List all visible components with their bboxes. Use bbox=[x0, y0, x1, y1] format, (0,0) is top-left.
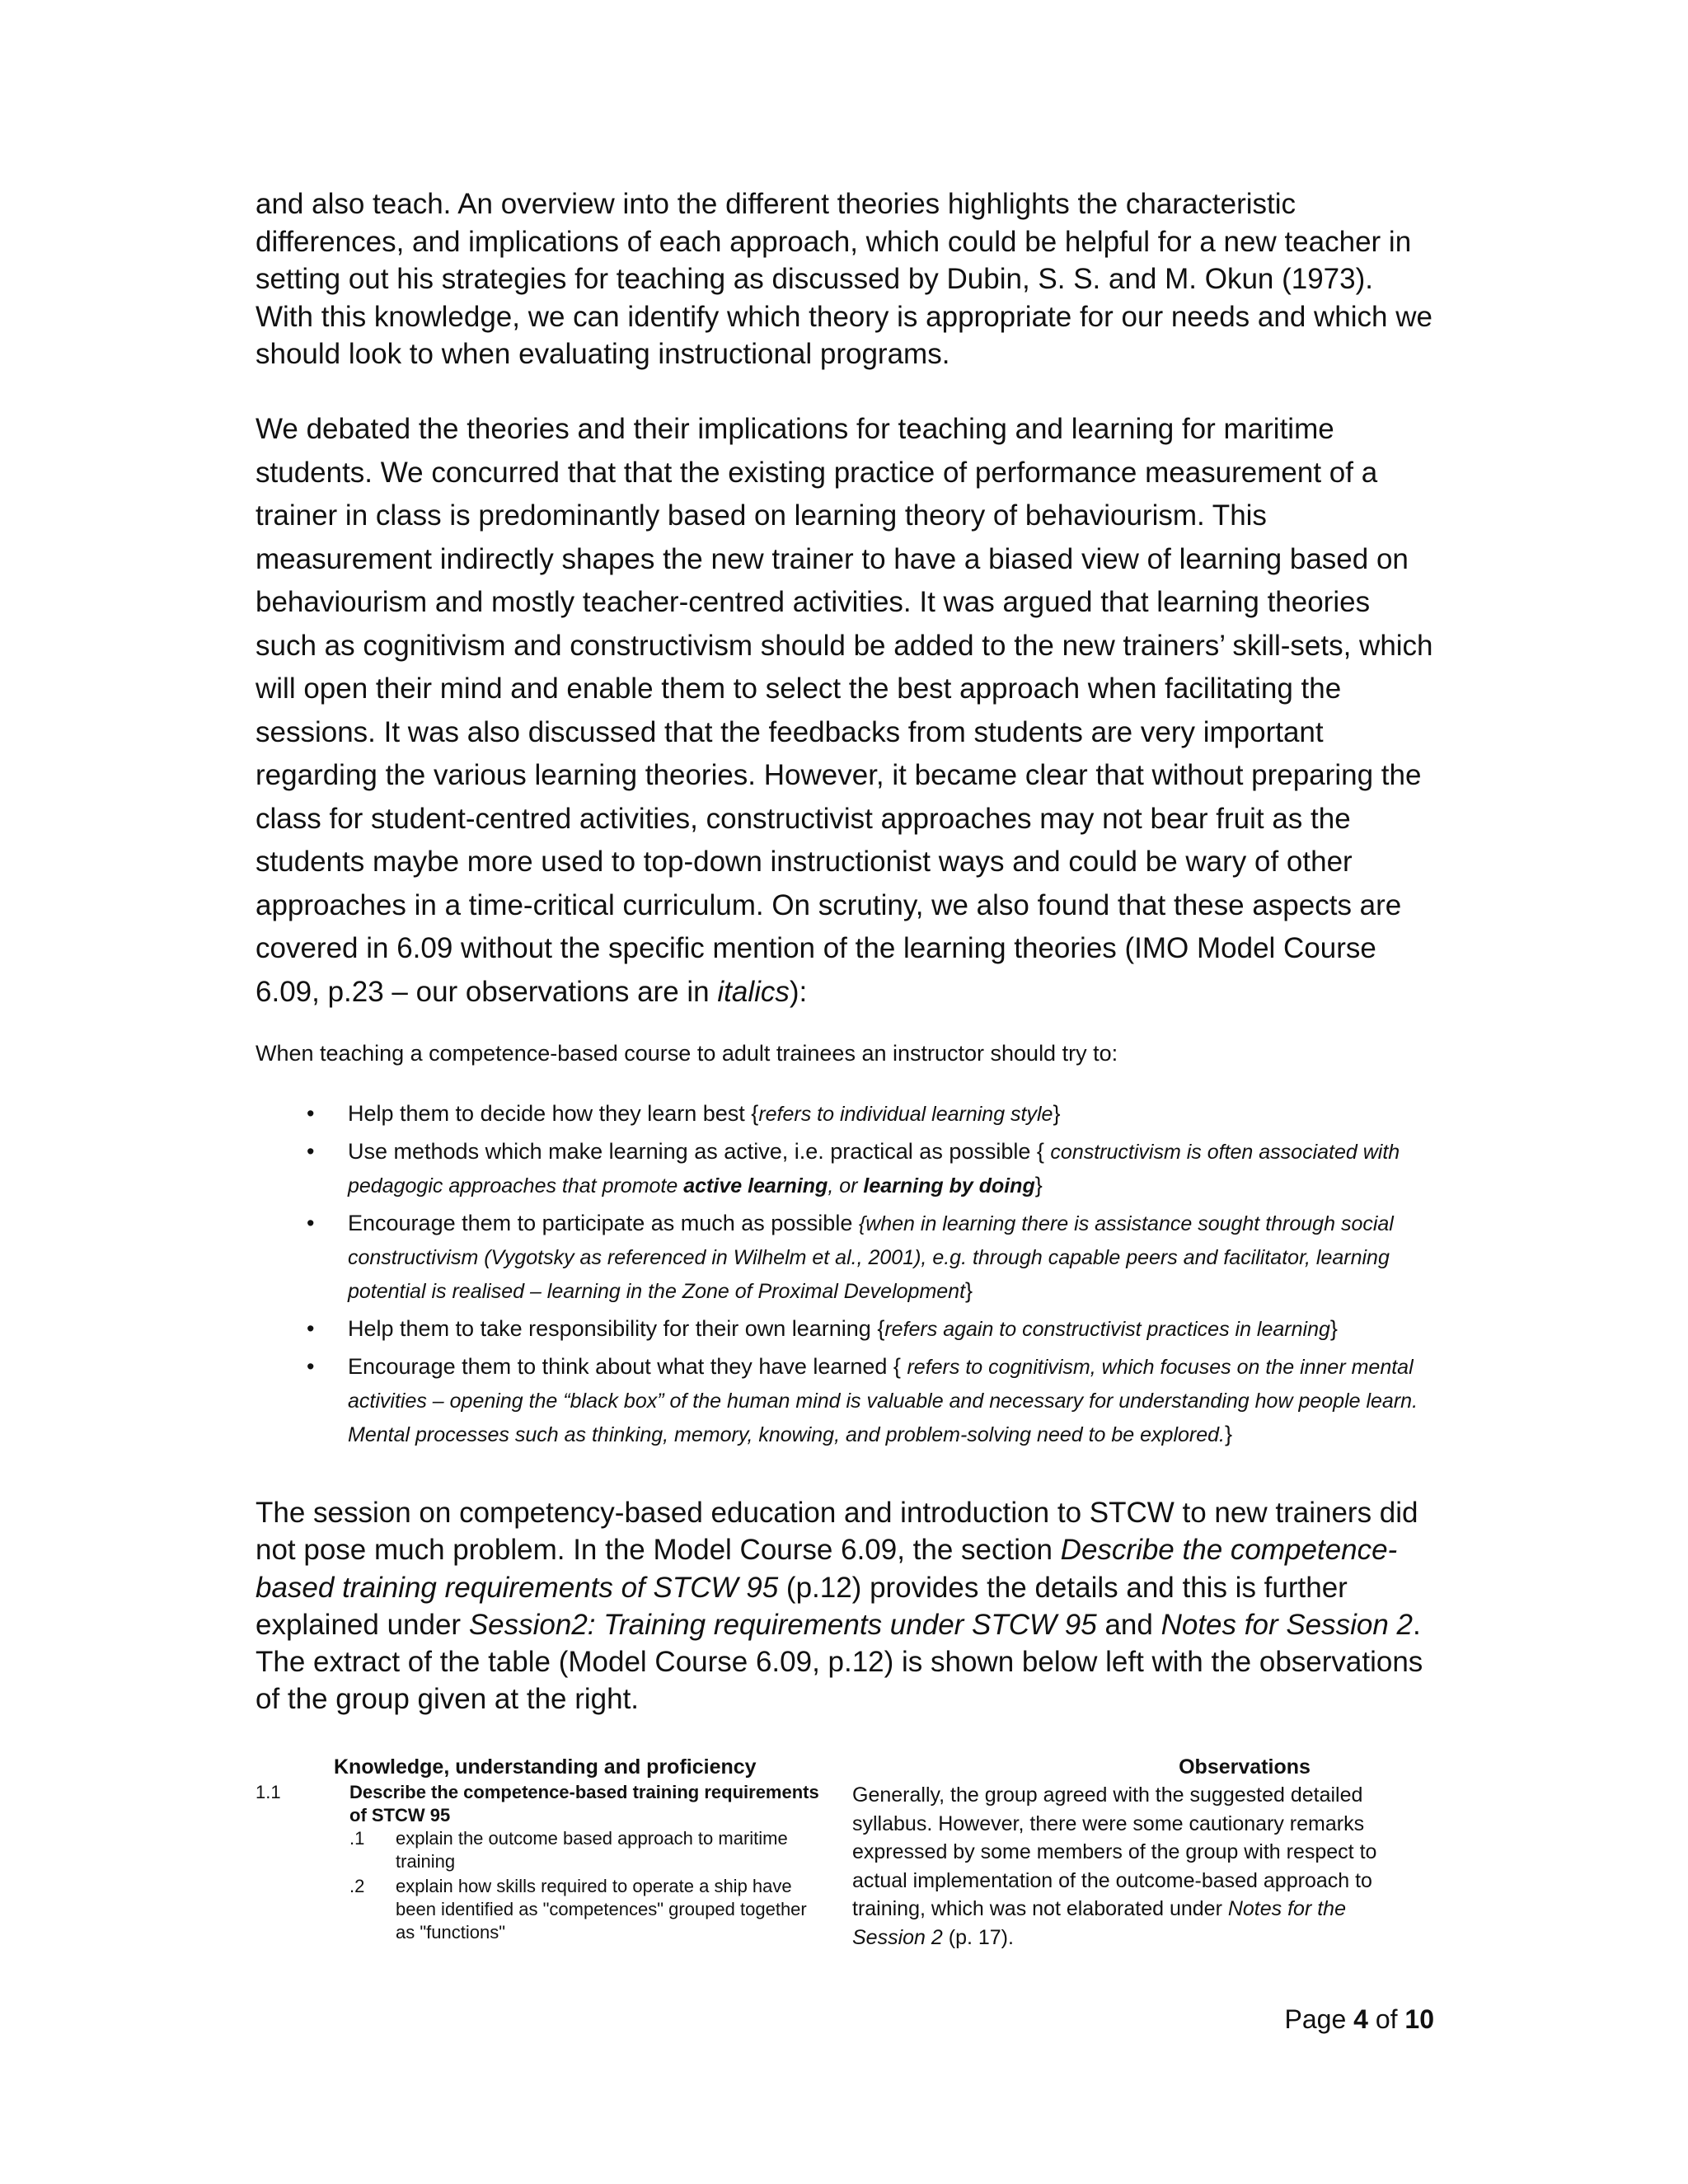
table-subitem bbox=[349, 1827, 828, 1873]
paragraph-stcw-b: (p.12) provides the details and this is further explained under bbox=[256, 1571, 1348, 1641]
table-header-observations: Observations bbox=[1179, 1755, 1311, 1779]
list-item-text: Encourage them to think about what they have learned { bbox=[348, 1354, 907, 1379]
bullet-icon: • bbox=[307, 1316, 315, 1341]
paragraph-stcw-a: The session on competency-based education and introduction to STCW to new trainers did not pose much problem. In the Model Course 6.09, the section bbox=[256, 1497, 1418, 1567]
paragraph-debate bbox=[256, 408, 1434, 1014]
paragraph-stcw-d: . The extract of the table (Model Course 6.09, p.12) is shown below left with the observations of the group given at the right. bbox=[256, 1608, 1423, 1716]
bullet-icon: • bbox=[307, 1354, 315, 1379]
page-number-current: 4 bbox=[1353, 2004, 1368, 2034]
list-item-note: refers to individual learning style bbox=[758, 1103, 1053, 1126]
list-item-note: refers again to constructivist practices in learning bbox=[884, 1318, 1330, 1341]
table-subitem-number: .2 bbox=[349, 1876, 365, 1896]
table-subitem bbox=[349, 1875, 828, 1944]
list-item-close: } bbox=[1329, 1316, 1338, 1341]
list-item-text: Help them to decide how they learn best { bbox=[348, 1101, 759, 1126]
list-item-note-b: , or bbox=[828, 1174, 864, 1197]
paragraph-theories-overview: and also teach. An overview into the different theories highlights the characteristic differences, and implications of each approach, which could be helpful for a new teacher in setting out his strategies for teaching as discussed by Dubin, S. S. and M. Okun (1973). With this knowledge, we can identify which theory is appropriate for our needs and which we should look to when evaluating instructional programs. bbox=[256, 188, 1432, 371]
list-item-bold-learning-by-doing: learning by doing bbox=[863, 1174, 1035, 1197]
paragraph-stcw-italic-2: Session2: Training requirements under STCW 95 bbox=[468, 1608, 1097, 1641]
paragraph-stcw-session bbox=[256, 1494, 1442, 1718]
list-item bbox=[256, 1135, 1442, 1202]
list-item bbox=[256, 1350, 1442, 1451]
list-item-close: } bbox=[965, 1278, 973, 1303]
instructor-guidelines-list bbox=[256, 1097, 1442, 1455]
paragraph-debate-italic: italics bbox=[717, 975, 790, 1008]
table-subitem-number: .1 bbox=[349, 1828, 365, 1849]
page-number-total: 10 bbox=[1404, 2004, 1434, 2034]
list-item bbox=[256, 1097, 1442, 1131]
list-item-text: Encourage them to participate as much as possible bbox=[348, 1211, 859, 1235]
list-item-close: } bbox=[1225, 1422, 1233, 1446]
syllabus-observations-table bbox=[256, 1753, 1442, 1967]
table-row-title: Describe the competence-based training requirements of STCW 95 bbox=[349, 1782, 819, 1825]
table-observation-cell bbox=[852, 1781, 1421, 1952]
observation-text: Generally, the group agreed with the suggested detailed syllabus. However, there were some cautionary remarks expressed by some members of the group with respect to actual implementation of the outcome-based approach to training, which was not elaborated under bbox=[852, 1783, 1377, 1920]
list-item bbox=[256, 1312, 1442, 1346]
page-number-mid: of bbox=[1367, 2004, 1405, 2034]
table-subitem-text: explain how skills required to operate a ship have been identified as "competences" grouped together as "functions" bbox=[396, 1876, 807, 1943]
table-subitem-text: explain the outcome based approach to maritime training bbox=[396, 1828, 788, 1872]
observation-end: (p. 17). bbox=[942, 1925, 1014, 1949]
paragraph-stcw-italic-3: Notes for Session 2 bbox=[1160, 1608, 1414, 1641]
paragraph-debate-text: We debated the theories and their implications for teaching and learning for maritime students. We concurred that that the existing practice of performance measurement of a trainer in class is predominantly based on learning theory of behaviourism. This measurement indirectly shapes the new trainer to have a biased view of learning based on behaviourism and mostly teacher-centred activities. It was argued that learning theories such as cognitivism and constructivism should be added to the new trainers’ skill-sets, which will open their mind and enable them to select the best approach when facilitating the sessions. It was also discussed that the feedbacks from students are very important regarding the various learning theories. However, it became clear that without preparing the class for student-centred activities, constructivist approaches may not bear fruit as the students maybe more used to top-down instructionist ways and could be wary of other approaches in a time-critical curriculum. On scrutiny, we also found that these aspects are covered in 6.09 without the specific mention of the learning theories (IMO Model Course 6.09, p.23 – our observations are in bbox=[256, 413, 1433, 1008]
paragraph-stcw-italic-1: Describe the competence-based training requirements of STCW 95 bbox=[256, 1534, 1398, 1604]
list-item-close: } bbox=[1053, 1101, 1061, 1126]
paragraph-stcw-c: and bbox=[1096, 1608, 1161, 1641]
bullet-icon: • bbox=[307, 1211, 315, 1235]
instructor-intro-line: When teaching a competence-based course to adult trainees an instructor should try to: bbox=[256, 1041, 1118, 1066]
list-item-note-a: constructivism is often associated with pedagogic approaches that promote bbox=[348, 1141, 1400, 1197]
observation-italic: Notes for the Session 2 bbox=[852, 1897, 1346, 1949]
bullet-icon: • bbox=[307, 1101, 315, 1126]
list-item-note: {when in learning there is assistance sought through social constructivism (Vygotsky as referenced in Wilhelm et al., 2001), e.g. through capable peers and facilitator, learning potential is realised – learning in the Zone of Proximal Development bbox=[348, 1212, 1394, 1303]
list-item-close: } bbox=[1034, 1173, 1043, 1197]
list-item bbox=[256, 1207, 1442, 1308]
list-item-text: Use methods which make learning as active, i.e. practical as possible { bbox=[348, 1139, 1051, 1164]
page-number-prefix: Page bbox=[1284, 2004, 1354, 2034]
table-row-number: 1.1 bbox=[256, 1782, 281, 1802]
page-number bbox=[1269, 2003, 1434, 2036]
list-item-note: refers to cognitivism, which focuses on the inner mental activities – opening the “black box” of the human mind is valuable and necessary for understanding how people learn. Mental processes such as thinking, memory, knowing, and problem-solving need to be explored. bbox=[348, 1356, 1418, 1446]
list-item-text: Help them to take responsibility for their own learning { bbox=[348, 1316, 885, 1341]
bullet-icon: • bbox=[307, 1139, 315, 1164]
list-item-bold-active-learning: active learning bbox=[683, 1174, 828, 1197]
table-header-knowledge: Knowledge, understanding and proficiency bbox=[334, 1755, 757, 1779]
paragraph-debate-end: ): bbox=[789, 975, 808, 1008]
